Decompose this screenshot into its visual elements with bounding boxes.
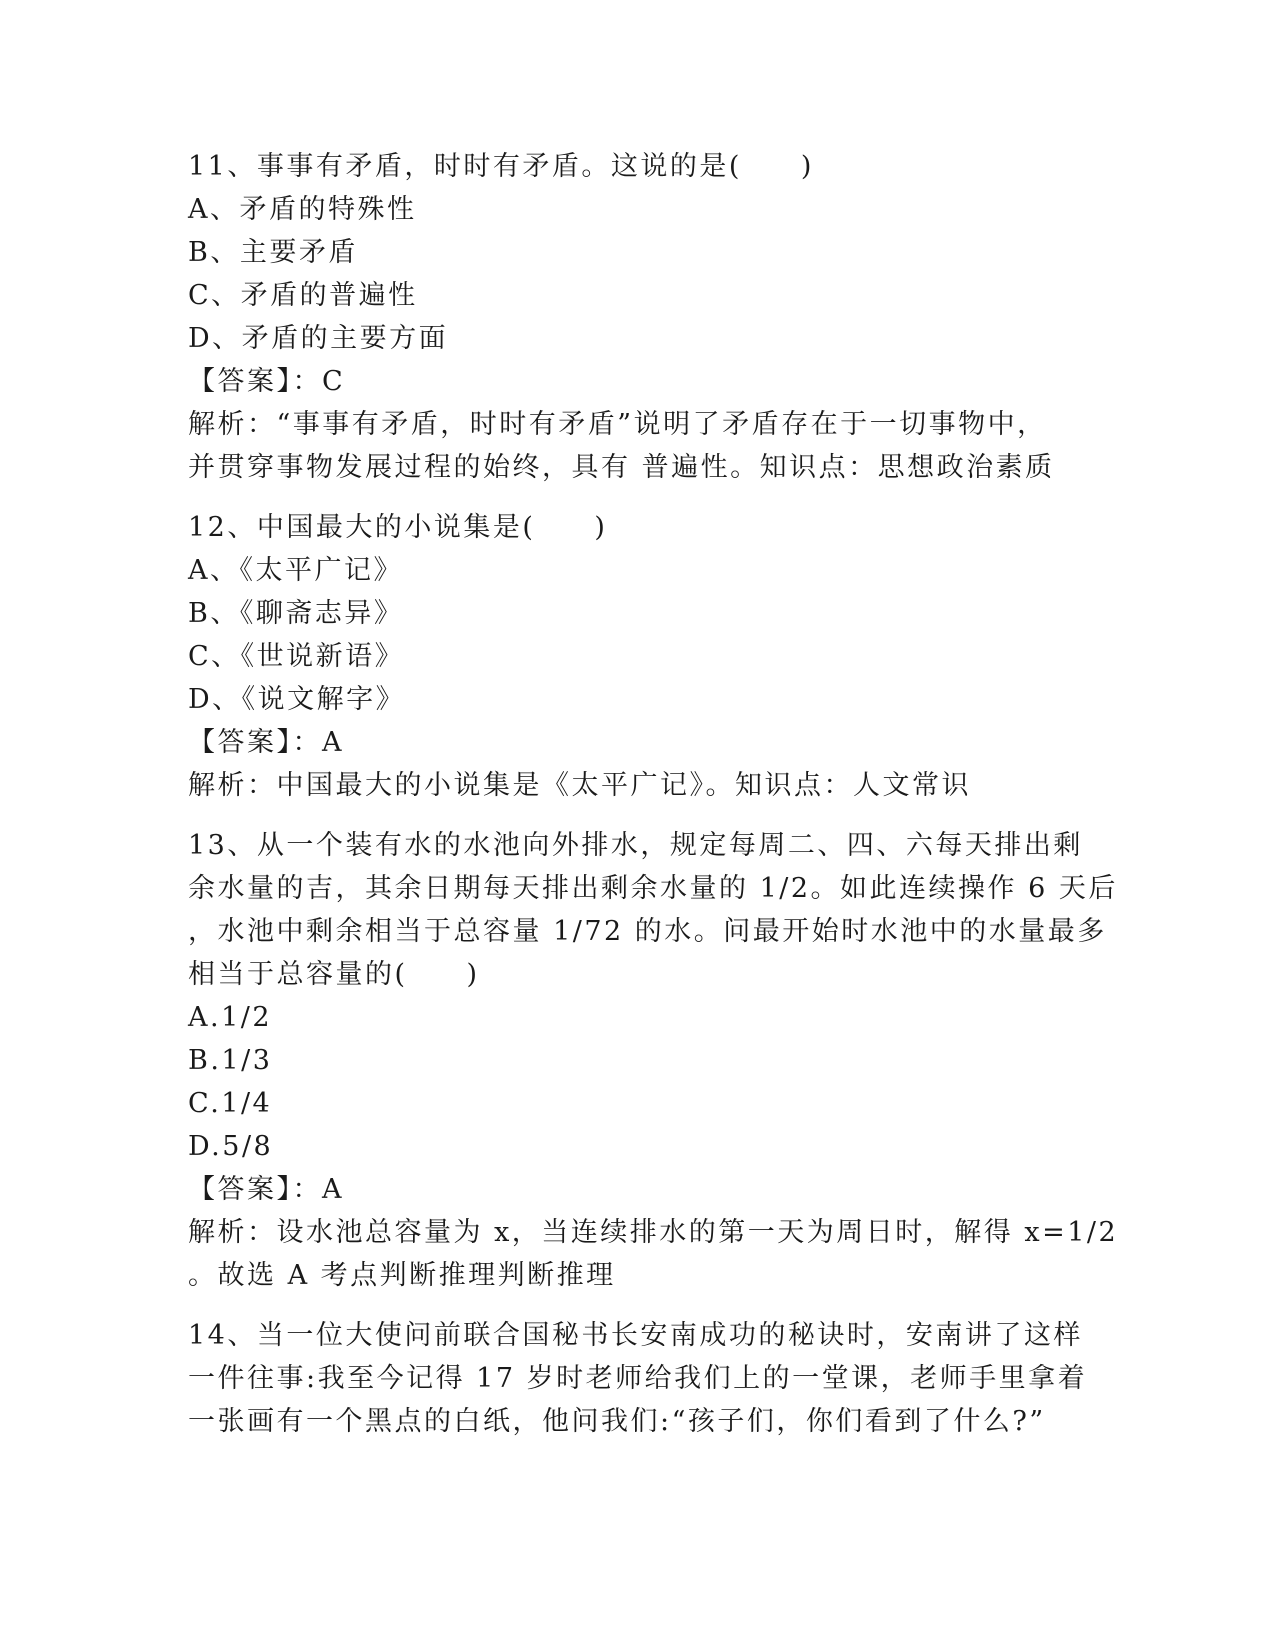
question-11	[188, 145, 1088, 489]
option-c: C、《世说新语》	[188, 641, 405, 672]
question-14	[188, 1314, 1088, 1443]
question-stem: 一张画有一个黑点的白纸，他问我们:“孩子们，你们看到了什么?”	[188, 1406, 1046, 1437]
analysis-line: 解析：设水池总容量为 x，当连续排水的第一天为周日时，解得 x=1/2	[188, 1217, 1119, 1248]
answer-line: 【答案】：A	[188, 1174, 344, 1205]
question-stem: 余水量的吉，其余日期每天排出剩余水量的 1/2。如此连续操作 6 天后	[188, 873, 1118, 904]
option-c: C、矛盾的普遍性	[188, 280, 418, 311]
question-stem: 一件往事:我至今记得 17 岁时老师给我们上的一堂课，老师手里拿着	[188, 1363, 1088, 1394]
option-a: A、《太平广记》	[188, 555, 403, 586]
answer-line: 【答案】：A	[188, 727, 344, 758]
option-d: D、《说文解字》	[188, 684, 406, 715]
option-b: B.1/3	[188, 1045, 273, 1076]
option-d: D、矛盾的主要方面	[188, 323, 449, 354]
analysis-line: 并贯穿事物发展过程的始终，具有 普遍性。知识点：思想政治素质	[188, 452, 1055, 483]
option-a: A.1/2	[188, 1002, 273, 1033]
option-b: B、《聊斋志异》	[188, 598, 404, 629]
question-stem: 14、当一位大使问前联合国秘书长安南成功的秘诀时，安南讲了这样	[188, 1320, 1083, 1351]
option-a: A、矛盾的特殊性	[188, 194, 417, 225]
question-stem: ，水池中剩余相当于总容量 1/72 的水。问最开始时水池中的水量最多	[188, 916, 1107, 947]
analysis-line: 。故选 A 考点判断推理判断推理	[188, 1260, 616, 1291]
option-b: B、主要矛盾	[188, 237, 358, 268]
analysis-line: 解析：“事事有矛盾，时时有矛盾”说明了矛盾存在于一切事物中，	[188, 409, 1047, 440]
option-d: D.5/8	[188, 1131, 274, 1162]
question-stem: 13、从一个装有水的水池向外排水，规定每周二、四、六每天排出剩	[188, 830, 1083, 861]
answer-line: 【答案】：C	[188, 366, 346, 397]
document-page	[188, 145, 1119, 1443]
question-stem: 12、中国最大的小说集是( )	[188, 512, 608, 543]
question-12	[188, 506, 1088, 807]
analysis-line: 解析：中国最大的小说集是《太平广记》。知识点：人文常识	[188, 770, 971, 801]
question-13	[188, 824, 1119, 1297]
question-stem: 相当于总容量的( )	[188, 959, 480, 990]
option-c: C.1/4	[188, 1088, 273, 1119]
question-stem: 11、事事有矛盾，时时有矛盾。这说的是( )	[188, 151, 814, 182]
